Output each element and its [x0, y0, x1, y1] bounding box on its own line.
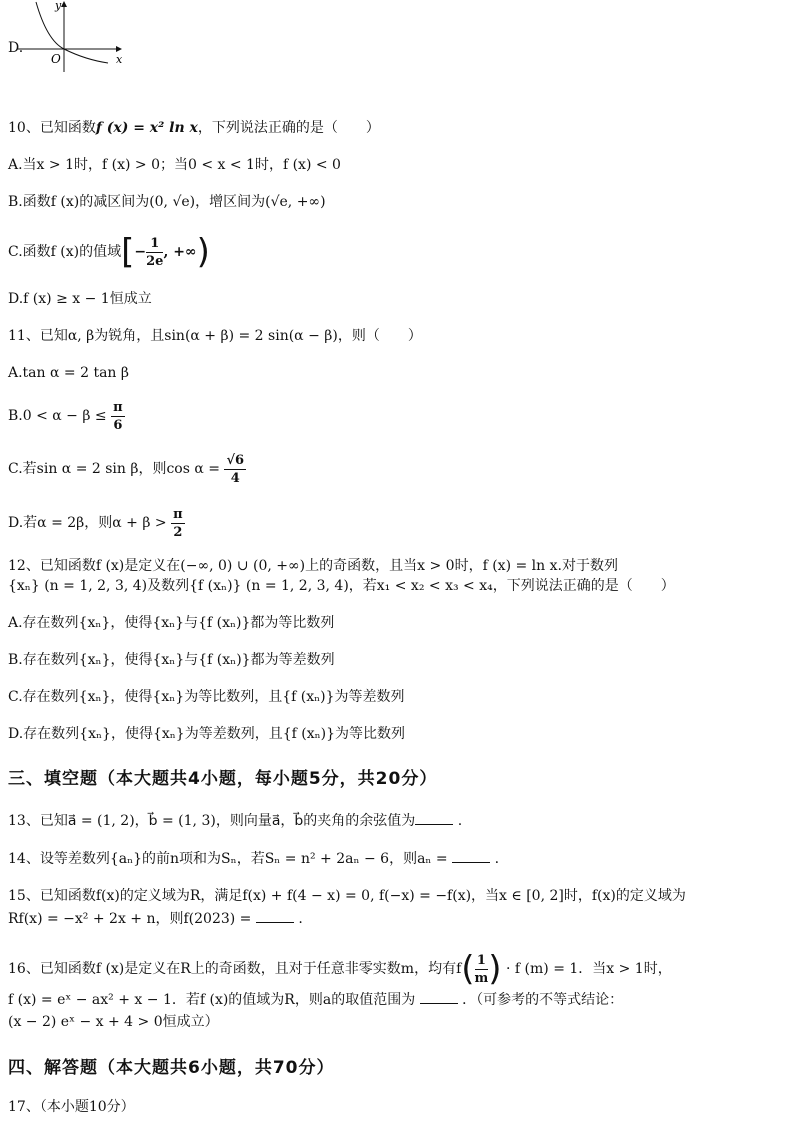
q11-option-b: B.0 < α − β ≤ $\frac{\pi}{6}$ [8, 399, 123, 433]
q12-option-b: B.存在数列{xₙ}，使得{xₙ}与{f (xₙ)}都为等差数列 [8, 652, 335, 668]
q12-stem-line2: {xₙ} (n = 1, 2, 3, 4)及数列{f (xₙ)} (n = 1, 2, 3, 4)，若x₁ < x₂ < x₃ < x₄，下列说法正确的是（ ） [8, 578, 675, 594]
q10-option-d: D.f (x) ≥ x − 1恒成立 [8, 291, 152, 307]
q12-option-c: C.存在数列{xₙ}，使得{xₙ}为等比数列，且{f (xₙ)}为等差数列 [8, 689, 405, 705]
y-label: y [55, 0, 62, 12]
q13: 13、已知a⃗ = (1, 2)，b⃗ = (1, 3)，则向量a⃗，b⃗的夹角的余弦值为 . [8, 813, 463, 829]
section-4-heading: 四、解答题（本大题共6小题，共70分） [8, 1058, 335, 1078]
q16-line3: (x − 2) eˣ − x + 4 > 0恒成立） [8, 1014, 219, 1030]
q11-option-d: D.若α = 2β，则α + β > $\frac{\pi}{2}$ [8, 506, 183, 540]
q16-answer-blank[interactable] [420, 991, 458, 1004]
q15-answer-blank[interactable] [256, 910, 294, 923]
option-d-label: D. [8, 40, 24, 56]
x-label: x [116, 53, 123, 66]
q16-line2: f (x) = eˣ − ax² + x − 1．若f (x)的值域为R，则a的取值范围为 ．（可参考的不等式结论： [8, 992, 624, 1008]
q10-option-b: B.函数f (x)的减区间为(0, √e)，增区间为(√e, +∞) [8, 194, 326, 210]
q11-option-a: A.tan α = 2 tan β [8, 365, 129, 381]
q10-stem: 10、已知函数f (x) = x² ln x，下列说法正确的是（ ） [8, 120, 380, 136]
q10-option-a: A.当x > 1时，f (x) > 0；当0 < x < 1时，f (x) < 0 [8, 157, 341, 173]
q15-line2: Rf(x) = −x² + 2x + n，则f(2023) = . [8, 911, 303, 927]
origin-label: O [51, 52, 61, 66]
q12-option-d: D.存在数列{xₙ}，使得{xₙ}为等差数列，且{f (xₙ)}为等比数列 [8, 726, 406, 742]
q15-line1: 15、已知函数f(x)的定义域为R，满足f(x) + f(4 − x) = 0, f(−x) = −f(x)，当x ∈ [0, 2]时，f(x)的定义域为 [8, 888, 686, 904]
q11-option-c: C.若sin α = 2 sin β，则cos α = $\frac{√6}{4}$ [8, 452, 245, 486]
q12-stem-line1: 12、已知函数f (x)是定义在(−∞, 0) ∪ (0, +∞)上的奇函数，且当x > 0时，f (x) = ln x.对于数列 [8, 558, 618, 574]
q12-option-a: A.存在数列{xₙ}，使得{xₙ}与{f (xₙ)}都为等比数列 [8, 615, 335, 631]
q16-line1: 16、已知函数f (x)是定义在R上的奇函数，且对于任意非零实数m，均有f( $\frac{1}{m}$ ) · f (m) = 1．当x > 1时， [8, 949, 672, 989]
q14-answer-blank[interactable] [452, 850, 490, 863]
curve [36, 2, 108, 63]
q13-answer-blank[interactable] [415, 812, 453, 825]
q10-option-c: C.函数f (x)的值域[− $\frac{1}{2e}$ , +∞) [8, 232, 210, 272]
option-d-graph [0, 0, 140, 75]
q14: 14、设等差数列{aₙ}的前n项和为Sₙ，若Sₙ = n² + 2aₙ − 6，则aₙ = . [8, 851, 500, 867]
section-3-heading: 三、填空题（本大题共4小题，每小题5分，共20分） [8, 769, 438, 789]
q17: 17、（本小题10分） [8, 1099, 135, 1115]
q11-stem: 11、已知α, β为锐角，且sin(α + β) = 2 sin(α − β)，则（ ） [8, 328, 422, 344]
